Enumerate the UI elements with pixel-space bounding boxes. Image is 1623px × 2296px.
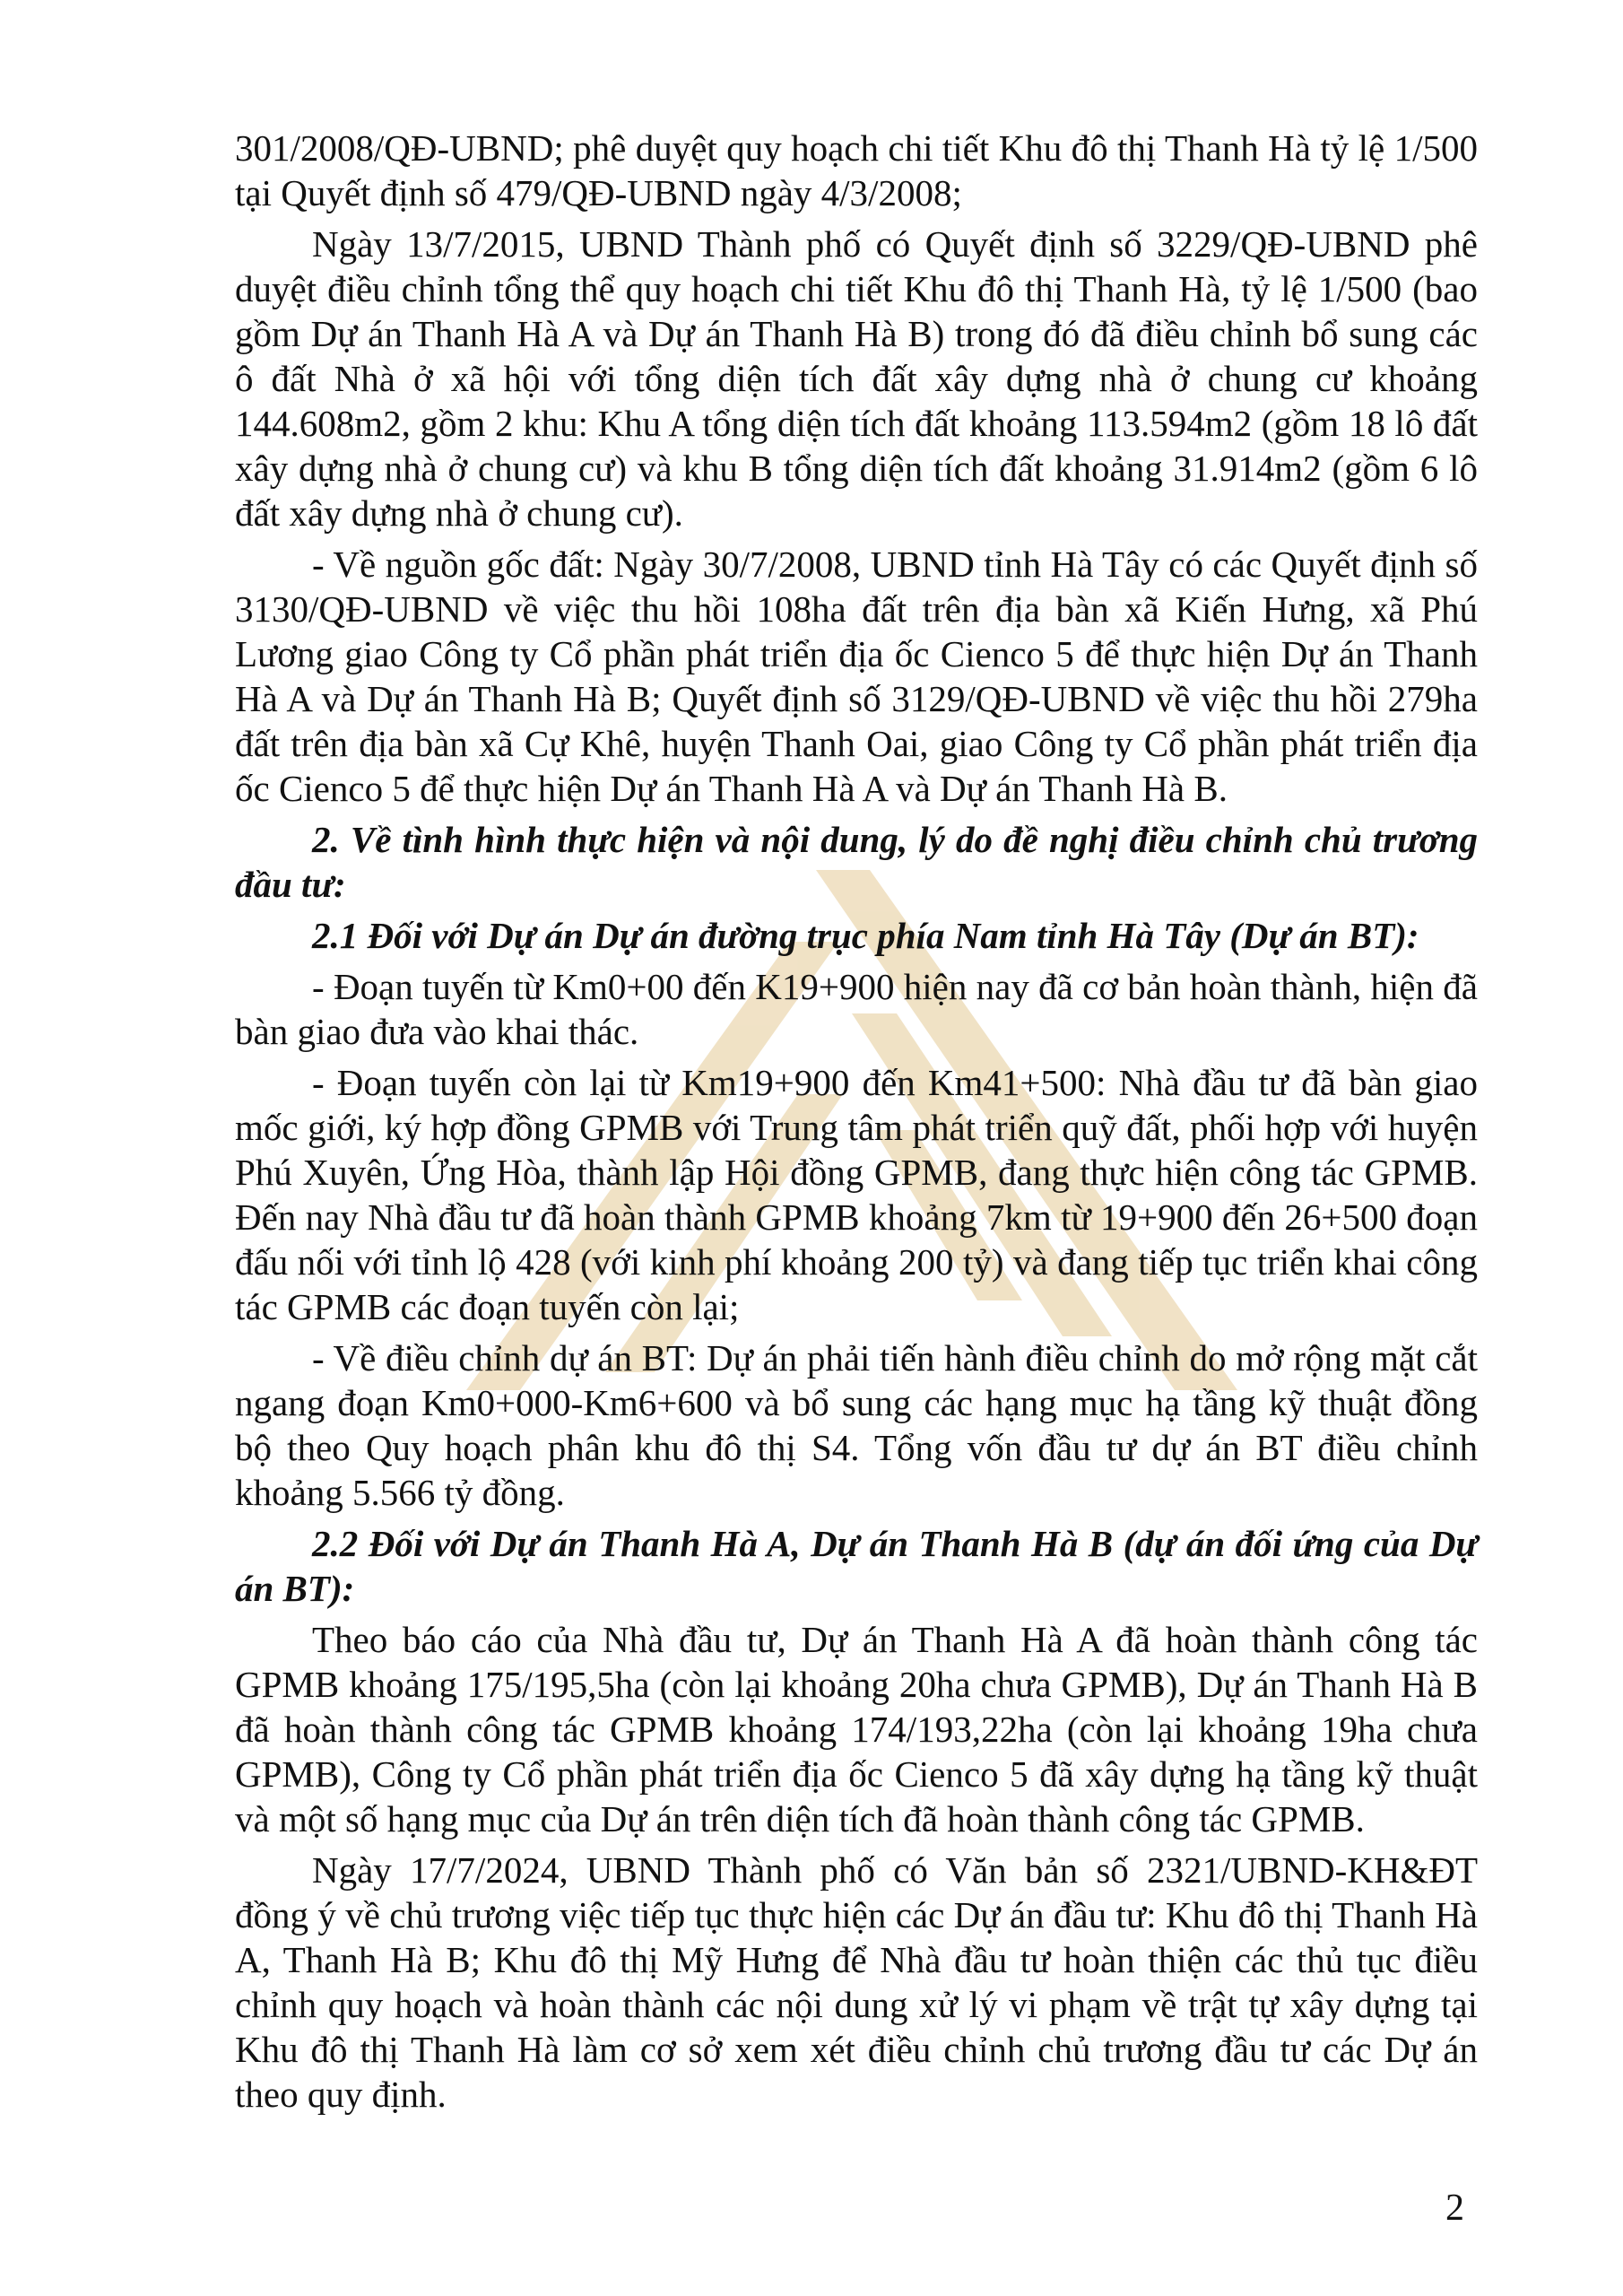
document-body	[235, 126, 1478, 2123]
section-heading-2-2: 2.2 Đối với Dự án Thanh Hà A, Dự án Thanh Hà B (dự án đối ứng của Dự án BT):	[235, 1523, 1478, 1609]
section-heading-2: 2. Về tình hình thực hiện và nội dung, lý do đề nghị điều chỉnh chủ trương đầu tư:	[235, 819, 1478, 905]
section-heading-2-1: 2.1 Đối với Dự án Dự án đường trục phía Nam tỉnh Hà Tây (Dự án BT):	[312, 915, 1419, 956]
paragraph-decision-3229: Ngày 13/7/2015, UBND Thành phố có Quyết định số 3229/QĐ-UBND phê duyệt điều chỉnh tổng thể quy hoạch chi tiết Khu đô thị Thanh Hà, tỷ lệ 1/500 (bao gồm Dự án Thanh Hà A và Dự án Thanh Hà B) trong đó đã điều chỉnh bổ sung các ô đất Nhà ở xã hội với tổng diện tích đất xây dựng nhà ở chung cư khoảng 144.608m2, gồm 2 khu: Khu A tổng diện tích đất khoảng 113.594m2 (gồm 18 lô đất xây dựng nhà ở chung cư) và khu B tổng diện tích đất khoảng 31.914m2 (gồm 6 lô đất xây dựng nhà ở chung cư).	[235, 223, 1478, 534]
paragraph-bt-adjustment: - Về điều chỉnh dự án BT: Dự án phải tiến hành điều chỉnh do mở rộng mặt cắt ngang đoạn Km0+000-Km6+600 và bổ sung các hạng mục hạ tầng kỹ thuật đồng bộ theo Quy hoạch phân khu đô thị S4. Tổng vốn đầu tư dự án BT điều chỉnh khoảng 5.566 tỷ đồng.	[235, 1337, 1478, 1513]
page-number: 2	[1445, 2187, 1464, 2229]
paragraph-decision-301: 301/2008/QĐ-UBND; phê duyệt quy hoạch chi tiết Khu đô thị Thanh Hà tỷ lệ 1/500 tại Quyết định số 479/QĐ-UBND ngày 4/3/2008;	[235, 127, 1478, 213]
paragraph-document-2321: Ngày 17/7/2024, UBND Thành phố có Văn bản số 2321/UBND-KH&ĐT đồng ý về chủ trương việc tiếp tục thực hiện các Dự án đầu tư: Khu đô thị Thanh Hà A, Thanh Hà B; Khu đô thị Mỹ Hưng để Nhà đầu tư hoàn thiện các thủ tục điều chỉnh quy hoạch và hoàn thành các nội dung xử lý vi phạm về trật tự xây dựng tại Khu đô thị Thanh Hà làm cơ sở xem xét điều chỉnh chủ trương đầu tư các Dự án theo quy định.	[235, 1849, 1478, 2115]
paragraph-investor-report: Theo báo cáo của Nhà đầu tư, Dự án Thanh Hà A đã hoàn thành công tác GPMB khoảng 175/195,5ha (còn lại khoảng 20ha chưa GPMB), Dự án Thanh Hà B đã hoàn thành công tác GPMB khoảng 174/193,22ha (còn lại khoảng 19ha chưa GPMB), Công ty Cổ phần phát triển địa ốc Cienco 5 đã xây dựng hạ tầng kỹ thuật và một số hạng mục của Dự án trên diện tích đã hoàn thành công tác GPMB.	[235, 1619, 1478, 1839]
paragraph-route-km19-km41: - Đoạn tuyến còn lại từ Km19+900 đến Km41+500: Nhà đầu tư đã bàn giao mốc giới, ký hợp đồng GPMB với Trung tâm phát triển quỹ đất, phối hợp với huyện Phú Xuyên, Ứng Hòa, thành lập Hội đồng GPMB, đang thực hiện công tác GPMB. Đến nay Nhà đầu tư đã hoàn thành GPMB khoảng 7km từ 19+900 đến 26+500 đoạn đấu nối với tỉnh lộ 428 (với kinh phí khoảng 200 tỷ) và đang tiếp tục triển khai công tác GPMB các đoạn tuyến còn lại;	[235, 1062, 1478, 1327]
paragraph-land-origin: - Về nguồn gốc đất: Ngày 30/7/2008, UBND tỉnh Hà Tây có các Quyết định số 3130/QĐ-UBND về việc thu hồi 108ha đất trên địa bàn xã Kiến Hưng, xã Phú Lương giao Công ty Cổ phần phát triển địa ốc Cienco 5 để thực hiện Dự án Thanh Hà A và Dự án Thanh Hà B; Quyết định số 3129/QĐ-UBND về việc thu hồi 279ha đất trên địa bàn xã Cự Khê, huyện Thanh Oai, giao Công ty Cổ phần phát triển địa ốc Cienco 5 để thực hiện Dự án Thanh Hà A và Dự án Thanh Hà B.	[235, 544, 1478, 809]
paragraph-route-km0-k19: - Đoạn tuyến từ Km0+00 đến K19+900 hiện nay đã cơ bản hoàn thành, hiện đã bàn giao đưa vào khai thác.	[235, 966, 1478, 1052]
